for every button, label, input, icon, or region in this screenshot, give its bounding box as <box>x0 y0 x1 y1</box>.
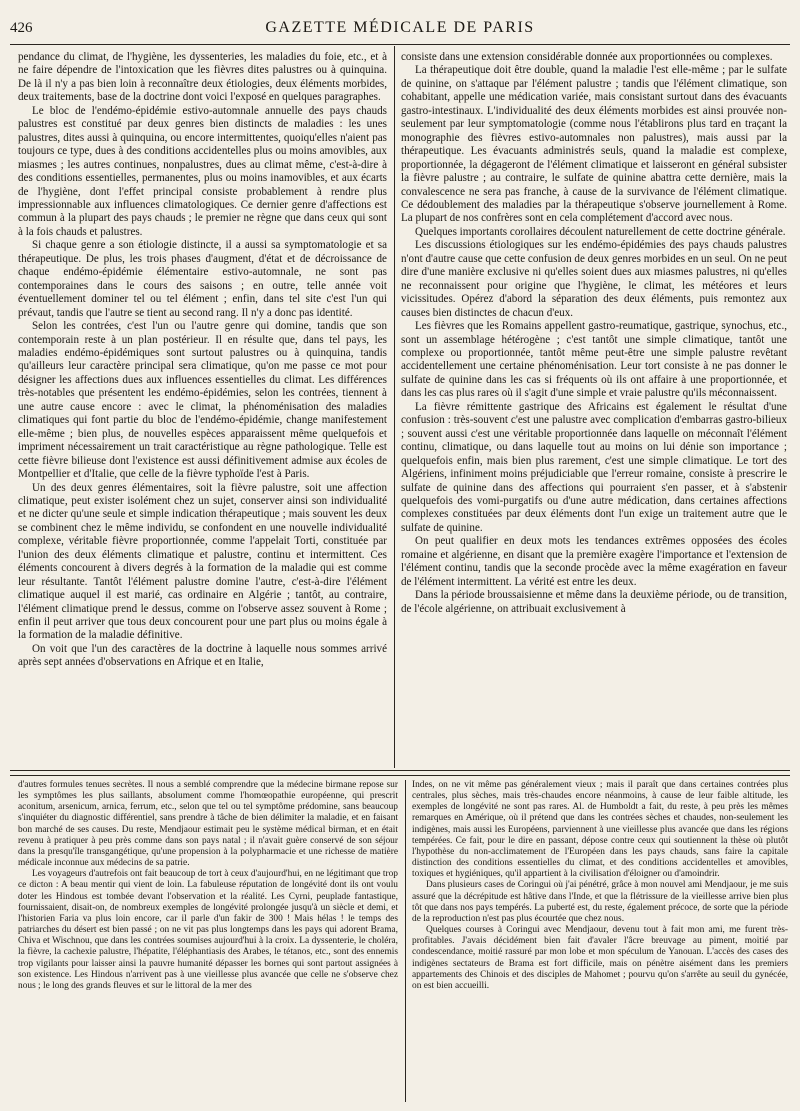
top-right-column <box>401 51 787 767</box>
paragraph: Quelques courses à Coringui avec Mendjaour, devenu tout à fait mon ami, me furent très-profitables. J'avais décidément bien fait d'avaler l'âcre breuvage au piment, moitié par condescendance, moitié rassuré par mon lobe et mon spéculum de Yanouan. L'accès des cases des indigènes sectateurs de Brama est fort difficile, mais on pénètre aisément dans les premiers appartements des Chinois et des disciples de Mahomet ; pourvu qu'on s'arrête au seuil du gynécée, on est bien accueilli. <box>412 925 788 991</box>
paragraph: Les discussions étiologiques sur les endémo-épidémies des pays chauds palustres n'ont d'autre cause que cette confusion de deux genres morbides en un seul. On ne peut dire d'une manière exclusive ni qu'elles soient dues aux miasmes palustres, ni qu'elles ne reconnaissent pour origine que l'hygiène, le climat, les météores et leurs vicissitudes. Opérez d'abord la séparation des deux éléments, puis remontez aux causes bien distinctes de chacun d'eux. <box>401 239 787 319</box>
paragraph: On peut qualifier en deux mots les tendances extrêmes opposées des écoles romaine et algérienne, en disant que la première exagère l'importance et l'extension de l'élément continu, tandis que la seconde procède avec la même exagération en faveur de l'élément intermittent. La vérité est entre les deux. <box>401 535 787 588</box>
bottom-column-divider <box>405 780 406 1102</box>
paragraph: consiste dans une extension considérable donnée aux proportionnées ou complexes. <box>401 51 773 63</box>
paragraph: Indes, on ne vit même pas généralement vieux ; mais il paraît que dans certaines contrées plus centrales, plus sèches, mais très-chaudes encore néanmoins, à cause de leur faible altitude, les exemples de longévité ne sont pas rares. Al. de Humboldt a fait, du reste, à peu près les mêmes remarques en Amérique, où il prétend que dans les contrées sèches et chaudes, non-seulement les indigènes, mais aussi les Européens, parviennent à une vieillesse plus avancée que dans les régions tempérées. Ce fait, pour le dire en passant, dépose contre ceux qui soutiennent la thèse où plutôt l'hypothèse du non-acclimatement de l'Européen dans les pays chauds, sans faire la capitale distinction des conditions essentielles du climat, et des conditions accidentelles et amovibles, toxiques et hygiéniques, qu'il appartient à la civilisation d'éloigner ou d'amoindrir. <box>412 780 788 880</box>
bottom-left-column <box>18 780 398 1102</box>
paragraph: Si chaque genre a son étiologie distincte, il a aussi sa symptomatologie et sa thérapeutique. De plus, les trois phases d'augment, d'état et de décroissance de chaque endémo-épidémie élémentaire estivo-automnale, ne sont pas contemporaines dans le cours des saisons ; en outre, telle année voit éventuellement dominer tel ou tel élément ; enfin, dans tel site c'est l'un qui prévaut, tandis que l'autre se tient au second rang. Il n'y a donc pas identité. <box>18 239 387 319</box>
section-rule-upper <box>10 770 790 771</box>
paragraph: Le bloc de l'endémo-épidémie estivo-automnale annuelle des pays chauds palustres est constitué par deux genres bien distincts de maladies : les unes palustres, dites aussi à quinquina, ou encore intermittentes, quoiqu'elles n'aient pas toujours ce type, dues à des conditions accidentelles plus ou moins amovibles, aux miasmes ; les autres continues, nonpalustres, dues au climat même, c'est-à-dire à des conditions essentielles, permanentes, plus ou moins inamovibles, et aux écarts de l'hygiène, dont l'effet principal consiste probablement à rendre plus impressionnable aux influences climatologiques. Ce dernier genre d'affections est commun à la plupart des pays chauds ; le premier ne règne que dans ceux qui sont à la fois chauds et palustres. <box>18 104 387 238</box>
paragraph: Quelques importants corollaires découlent naturellement de cette doctrine générale. <box>415 225 786 238</box>
section-rule-lower <box>10 775 790 776</box>
paragraph: Les voyageurs d'autrefois ont fait beaucoup de tort à ceux d'aujourd'hui, en ne légitimant que trop ce dicton : A beau mentir qui vient de loin. La fabuleuse réputation de longévité dont ils ont voulu doter les Hindous est tombée devant l'observation et la réalité. Les Cyrni, peuplade fantastique, fournissaient, disait-on, de nombreux exemples de longévité prolongée jusqu'à un siècle et demi, et l'historien Faria va plus loin encore, car il parle d'un fakir de 300 ! Mais hélas ! le temps des patriarches du désert est bien passé ; on ne vit pas plus longtemps dans les pays qui adorent Brama, Chiva et Wischnou, que dans les contrées soumises aujourd'hui à la croix. La dyssenterie, le choléra, la fièvre, la cachexie palustre, l'hépatite, l'éléphantiasis des Arabes, le tétanos, etc., sont des ennemis trop vigilants pour laisser ainsi la pauvre humanité dépasser les bornes qui sont partout assignées à son existence. Les Hindous n'arrivent pas à une vieillesse plus avancée que celle ne s'observe chez nous ; le long des grands fleuves et sur le littoral de la mer des <box>18 869 398 991</box>
header-rule <box>10 44 790 45</box>
page-header <box>10 16 790 40</box>
top-left-column <box>18 51 387 767</box>
paragraph: La fièvre rémittente gastrique des Africains est également le résultat d'une confusion : très-souvent c'est une palustre avec complication d'embarras gastro-bilieux ; souvent aussi c'est une véritable proportionnée dans laquelle on méconnaît l'élément continu, climatique, ou dans laquelle tout au moins on lui dénie son importance ; quelquefois enfin, mais bien plus rarement, c'est une simple climatique. Le tort des Algériens, infiniment moins préjudiciable que l'erreur romaine, consiste à prescrire le sulfate de quinine dans des affections qui pourraient s'en passer, et à s'abstenir quelquefois des vomi-purgatifs ou d'une autre médication, dans certaines affections complexes constituées par deux éléments dont l'un exige un traitement autre que le sulfate de quinine. <box>401 400 787 534</box>
bottom-right-column <box>412 780 788 1102</box>
paragraph: Les fièvres que les Romains appellent gastro-reumatique, gastrique, synochus, etc., sont un assemblage hétérogène ; c'est tantôt une simple climatique, tantôt une complexe ou proportionnée, tantôt même peut-être une simple palustre revêtant accidentellement une certaine phénoménisation. Leur tort consiste à ne pas donner le sulfate de quinine dans les cas si fréquents où ils ont affaire à une proportionnée, et dans les cas plus rares où il s'agit d'une simple et vraie palustre qu'ils méconnaissent. <box>401 320 787 400</box>
paragraph: Un des deux genres élémentaires, soit la fièvre palustre, soit une affection climatique, peut exister isolément chez un sujet, conserver ainsi son individualité et ne dicter qu'une seule et simple indication thérapeutique ; mais souvent les deux se combinent chez le même individu, se confondent en une nouvelle individualité complexe, véritable fièvre proportionnée, comme l'appelait Torti, constituée par l'union des deux éléments climatique et palustre, continu et intermittent. Ces éléments concourent à divers degrés à la formation de la maladie qui est comme leur résultante. Tantôt l'élément palustre domine l'autre, c'est-à-dire l'élément climatique auquel il est marié, cas ordinaire en Algérie ; tantôt, au contraire, l'élément climatique prend le dessus, comme on l'observe assez souvent à Rome ; enfin il peut arriver que tous deux concourent pour une part plus ou moins égale à la formation de la maladie définitive. <box>18 481 387 642</box>
paragraph: d'autres formules tenues secrètes. Il nous a semblé comprendre que la médecine birmane repose sur les symptômes les plus saillants, absolument comme l'homœopathie européenne, qui prescrit aconitum, arsenicum, arnica, ferrum, etc., selon que tel ou tel symptôme prédomine, sans beaucoup s'inquiéter du diagnostic différentiel, sans prendre à tâche de bien délimiter la maladie, et en faisant bon marché de ses causes. Du reste, Mendjaour estimait peu le système médical birman, et en était revenu à pratiquer à peu près comme dans son pays natal ; il n'avait guère conservé de son séjour dans la presqu'île transgangétique, qu'une propension à la polypharmacie et une richesse de matière médicale inconnue aux médecins de sa patrie. <box>18 780 398 869</box>
paragraph: pendance du climat, de l'hygiène, les dyssenteries, les maladies du foie, etc., et à ne faire dépendre de l'intoxication que les fièvres dites palustres ou à quinquina. De là il n'y a pas bien loin à reconnaître deux étiologies, deux éléments morbides, deux traitements, base de la doctrine dont voici l'exposé en quelques paragraphes. <box>18 51 387 104</box>
paragraph: Dans la période broussaisienne et même dans la deuxième période, ou de transition, de l'école algérienne, on attribuait exclusivement à <box>401 589 787 615</box>
top-column-divider <box>394 46 395 768</box>
paragraph: On voit que l'un des caractères de la doctrine à laquelle nous sommes arrivé après sept années d'observations en Afrique et en Italie, <box>18 642 387 669</box>
paragraph: Dans plusieurs cases de Coringui où j'ai pénétré, grâce à mon nouvel ami Mendjaour, je me suis assuré que la décrépitude est hâtive dans l'Inde, et que la flétrissure de la vieillesse arrive bien plus tôt que dans nos pays tempérés. La puberté est, du reste, également précoce, de sorte que la période de la reproduction n'est pas plus écourtée que chez nous. <box>412 880 788 924</box>
page-number: 426 <box>10 19 33 36</box>
paragraph: La thérapeutique doit être double, quand la maladie l'est elle-même ; par le sulfate de quinine, on s'attaque par l'élément palustre ; tandis que l'élément climatique, son cohabitant, appelle une médication variée, mais consistant surtout dans des évacuants gastro-intestinaux. L'individualité des deux éléments morbides est ainsi prouvée non-seulement par leur symptomatologie (comme nous l'établirons plus tard en traçant la monographie des fièvres estivo-automnales non palustres), mais aussi par la thérapeutique. Les évacuants administrés seuls, quand la maladie est complexe, proportionnée, la dégageront de l'élément climatique et laisseront en général subsister la fièvre palustre ; au contraire, le sulfate de quinine abattra cette dernière, mais la convalescence ne sera pas franche, à cause de la survivance de l'élément climatique. Ce dédoublement des maladies par la thérapeutique s'observe journellement à Rome. La plupart de nos confrères sont en cela complétement d'accord avec nous. <box>401 64 787 225</box>
journal-title: GAZETTE MÉDICALE DE PARIS <box>265 19 535 36</box>
paragraph: Selon les contrées, c'est l'un ou l'autre genre qui domine, tandis que son contemporain reste à un plan postérieur. Il en résulte que, dans tel pays, les maladies endémo-épidémiques sont surtout palustres ou à quinquina, tandis qu'ailleurs leur caractère principal sera climatique, qu'on me passe ce mot pour désigner les affections dues aux influences essentielles du climat. Les différences très-notables que présentent les endémo-épidémies, selon les contrées, tiennent à une autre cause encore : avec le climat, la phénoménisation des maladies climatiques qui font partie du bloc de l'endémo-épidémie, change manifestement elle-même ; bien plus, de nouvelles espèces apparaissent même quelquefois et impriment nécessairement un trait caractéristique au règne pathologique. Telle est cette fièvre bilieuse dont l'existence est aussi définitivement admise aux écoles de Montpellier et d'Italie, que celle de la fièvre typhoïde l'est à Paris. <box>18 320 387 481</box>
